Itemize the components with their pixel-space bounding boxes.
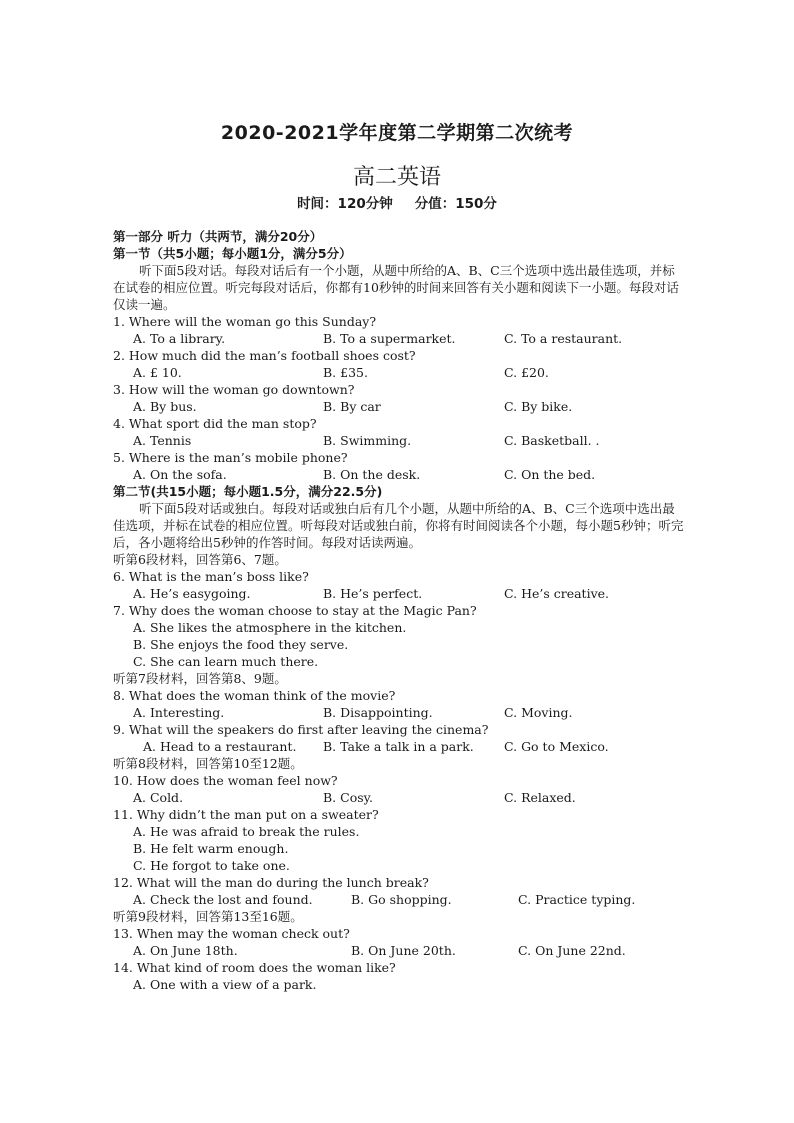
material-heading: 听第6段材料，回答第6、7题。 (113, 552, 287, 567)
option-c: C. He’s creative. (504, 586, 610, 601)
option-b: B. He’s perfect. (323, 586, 423, 601)
option-c: C. By bike. (504, 399, 573, 414)
option-c: C. On the bed. (504, 467, 596, 482)
option-a: A. One with a view of a park. (133, 977, 317, 992)
section-title: 第二节(共15小题；每小题1.5分，满分22.5分) (113, 484, 383, 499)
option-c: C. Practice typing. (518, 892, 636, 907)
option-a: A. She likes the atmosphere in the kitchen. (133, 620, 407, 635)
exam-title: 2020-2021学年度第二学期第二次统考 (220, 122, 574, 144)
option-row (113, 704, 685, 721)
option-c: C. On June 22nd. (518, 943, 626, 958)
option-a: A. Head to a restaurant. (143, 739, 297, 754)
option-row (113, 891, 685, 908)
option-row (113, 330, 685, 347)
option-c: C. He forgot to take one. (133, 858, 290, 873)
option-b: B. Disappointing. (323, 705, 433, 720)
option-c: C. Go to Mexico. (504, 739, 609, 754)
option-b: B. He felt warm enough. (133, 841, 289, 856)
section-title: 第一节（共5小题；每小题1分，满分5分） (113, 246, 352, 261)
exam-score: 分值：150分 (414, 196, 497, 212)
option-b: B. By car (323, 399, 381, 414)
exam-time: 时间：120分钟 (297, 196, 393, 212)
option-row (113, 789, 685, 806)
option-c: C. Moving. (504, 705, 573, 720)
option-stack (113, 823, 685, 874)
question-text: 11. Why didn’t the man put on a sweater? (113, 807, 379, 822)
exam-body (113, 228, 685, 993)
exam-meta (0, 192, 794, 212)
option-a: A. Check the lost and found. (133, 892, 313, 907)
option-row (113, 466, 685, 483)
question-text: 9. What will the speakers do first after leaving the cinema? (113, 722, 489, 737)
question-text: 1. Where will the woman go this Sunday? (113, 314, 377, 329)
option-row (113, 364, 685, 381)
material-heading: 听第7段材料，回答第8、9题。 (113, 671, 287, 686)
section-intro: 听下面5段对话或独白。每段对话或独白后有几个小题，从题中所给的A、B、C三个选项中选出最佳选项，并标在试卷的相应位置。听每段对话或独白前，你将有时间阅读各个小题，每小题5秒钟；听完后，各小题将给出5秒钟的作答时间。每段对话读两遍。 (113, 501, 684, 550)
option-stack (113, 976, 685, 993)
option-a: A. He’s easygoing. (133, 586, 251, 601)
option-a: A. Tennis (133, 433, 192, 448)
question-text: 12. What will the man do during the lunch break? (113, 875, 429, 890)
option-b: B. Take a talk in a park. (323, 739, 474, 754)
question-text: 13. When may the woman check out? (113, 926, 350, 941)
option-b: B. To a supermarket. (323, 331, 456, 346)
option-a: A. He was afraid to break the rules. (133, 824, 360, 839)
option-b: B. She enjoys the food they serve. (133, 637, 349, 652)
question-text: 10. How does the woman feel now? (113, 773, 338, 788)
option-b: B. On June 20th. (351, 943, 456, 958)
option-c: C. She can learn much there. (133, 654, 319, 669)
option-a: A. Interesting. (133, 705, 225, 720)
section-intro: 听下面5段对话。每段对话后有一个小题，从题中所给的A、B、C三个选项中选出最佳选项，并标在试卷的相应位置。听完每段对话后，你都有10秒钟的时间来回答有关小题和阅读下一小题。每段对话仅读一遍。 (113, 263, 679, 312)
option-row (113, 432, 685, 449)
option-a: A. On June 18th. (133, 943, 238, 958)
option-c: C. To a restaurant. (504, 331, 623, 346)
option-b: B. Go shopping. (351, 892, 452, 907)
option-b: B. On the desk. (323, 467, 421, 482)
question-text: 5. Where is the man’s mobile phone? (113, 450, 348, 465)
option-c: C. Basketball. . (504, 433, 600, 448)
material-heading: 听第8段材料，回答第10至12题。 (113, 756, 303, 771)
question-text: 4. What sport did the man stop? (113, 416, 317, 431)
option-b: B. Swimming. (323, 433, 412, 448)
option-a: A. Cold. (133, 790, 184, 805)
exam-subject: 高二英语 (352, 165, 441, 190)
question-text: 6. What is the man’s boss like? (113, 569, 309, 584)
question-text: 2. How much did the man’s football shoes cost? (113, 348, 416, 363)
material-heading: 听第9段材料，回答第13至16题。 (113, 909, 303, 924)
option-row (113, 738, 685, 755)
question-text: 8. What does the woman think of the movie? (113, 688, 396, 703)
question-text: 3. How will the woman go downtown? (113, 382, 355, 397)
option-c: C. Relaxed. (504, 790, 576, 805)
option-a: A. £ 10. (133, 365, 182, 380)
option-a: A. On the sofa. (133, 467, 227, 482)
option-row (113, 942, 685, 959)
option-a: A. By bus. (133, 399, 197, 414)
option-b: B. Cosy. (323, 790, 374, 805)
option-row (113, 398, 685, 415)
option-a: A. To a library. (133, 331, 226, 346)
question-text: 7. Why does the woman choose to stay at the Magic Pan? (113, 603, 477, 618)
option-row (113, 585, 685, 602)
option-b: B. £35. (323, 365, 368, 380)
part-title: 第一部分 听力（共两节，满分20分） (113, 229, 323, 244)
question-text: 14. What kind of room does the woman like? (113, 960, 396, 975)
option-stack (113, 619, 685, 670)
option-c: C. £20. (504, 365, 549, 380)
